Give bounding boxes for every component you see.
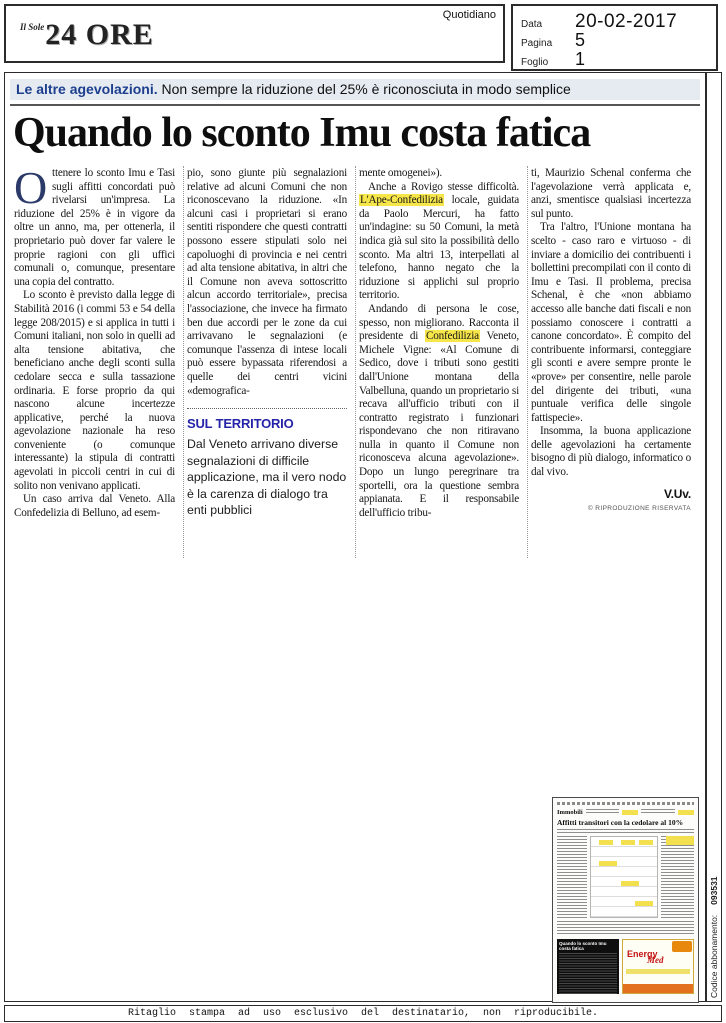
meta-row-sheet: [521, 49, 708, 68]
thumb-current-article-negative: [557, 939, 619, 994]
kicker-text: Non sempre la riduzione del 25% è riconosciuta in modo semplice: [157, 81, 571, 97]
highlighted-term: Confedilizia: [425, 330, 479, 343]
subscription-code: [709, 876, 719, 998]
subscription-code-label: Codice abbonamento:: [709, 914, 719, 998]
territory-callout-box: [187, 408, 347, 519]
thumb-main-area: [557, 836, 694, 918]
article-column-3: [355, 166, 527, 558]
paragraph: Tra l'altro, l'Unione montana ha scelto - caso raro e virtuoso - di inviare a domicilio dei contribuenti i bollettini precompilati con il conto di Imu e Tasi. Il problema, precisa Schenal, è che «non abbiamo accesso alle banche dati fiscali e non possiamo conoscere i contratti a canone concordato». È compito del contribuente informarsi, conteggiare gli sconti e avere sempre pronte le «prove» per consentire, nelle parole del dirigente dei tributi, «una puntuale verifica delle singole fattispecie».: [531, 221, 691, 424]
drop-cap: O: [14, 166, 48, 213]
thumb-table-highlight: [599, 861, 617, 866]
paragraph-text: Veneto, Michele Vigne: «Al Comune di Sedico, dove i tributi sono gestiti dall'Unione montana della Valbelluna, quando un proprietario si recava all'ufficio tributi con il contratto registrato i funzionari rispondevano che non ritiravano nulla in quanto il Comune non riconosceva alcuna agevolazione». Dopo un lungo peregrinare tra sportelli, ora la questione sembra appianata. E il responsabile dell'ufficio tribu-: [359, 330, 519, 519]
paragraph-text: locale, guidata da Paolo Mercuri, ha fatto un'indagine: su 50 Comuni, la metà indica già sul sito la possibilità dello sconto. Ma altri 13, interpellati al telefono, hanno negato che la riduzione si applichi sul proprio territorio.: [359, 194, 519, 302]
paragraph: pio, sono giunte più segnalazioni relative ad alcuni Comuni che non riconoscevano la riduzione. «In alcuni casi i proprietari si erano sentiti rispondere che questi contratti possono essere stipulati solo nei capoluoghi di provincia e nei centri ad alta tensione abitativa, in altri che il Comune non aveva sottoscritto alcun accordo territoriale», precisa l'associazione, che invece ha firmato ben due accordi per le zone da cui arrivavano le segnalazioni (e comunque l'assenza di intese locali può essere bypassata riferendosi a quelle dei centri vicini «demografica-: [187, 167, 347, 397]
thumb-highlight-chip: [678, 810, 694, 815]
sheet-value: 1: [575, 49, 586, 69]
thumb-right-column: [661, 836, 694, 918]
territory-title: SUL TERRITORIO: [187, 416, 294, 432]
sheet-label: Foglio: [521, 57, 549, 68]
thumb-table-highlight: [621, 840, 635, 845]
article-column-4: [527, 166, 699, 558]
paragraph: Lo sconto è previsto dalla legge di Stabilità 2016 (i commi 53 e 54 della legge 208/2015) e si applica in tutti i Comuni italiani, non solo in quelli ad alta tensione abitativa, che beneficiano anche degli sconti sulla cedolare secca e sulla tassazione ordinaria. E forse proprio da qui nascono alcune incertezze applicative, perché la nuova agevolazione nazionale ha reso conveniente (o comunque interessante) la stipula di contratti agevolati in piccoli centri in cui di solito non venivano applicati.: [14, 289, 175, 492]
subscription-code-strip: [706, 72, 722, 1002]
page-value: 5: [575, 30, 586, 50]
paragraph: Un caso arriva dal Veneto. Alla Confedelizia di Belluno, ad esem-: [14, 493, 175, 519]
article-column-1: [11, 166, 183, 558]
paragraph-text: ttenere lo sconto Imu e Tasi sugli affitti concordati può rivelarsi un'impresa. La riduzione del 25% è in vigore da oltre un anno, ma, per ottenerla, il proprietario può dover far valere le proprie ragioni con gli uffici comunali o, comunque, presentare una copia del contratto.: [14, 167, 175, 288]
paragraph: ti, Maurizio Schenal conferma che l'agevolazione verrà applicata e, anzi, smentisce qualsiasi incertezza sul punto.: [531, 167, 691, 220]
thumb-table-highlight: [599, 840, 613, 845]
page-thumbnail: [552, 797, 699, 1003]
copyright-notice: © RIPRODUZIONE RISERVATA: [587, 504, 691, 512]
thumb-current-article-title: Quando lo sconto Imu costa fatica: [559, 941, 607, 951]
thumb-advert-brand-2: Med: [647, 955, 664, 965]
meta-row-date: [521, 11, 708, 30]
thumb-table: [590, 836, 658, 918]
territory-body: Dal Veneto arrivano diverse segnalazioni di difficile applicazione, ma il vero nodo è la carenza di dialogo tra enti pubblici: [187, 437, 347, 518]
kicker-label: Le altre agevolazioni.: [16, 81, 158, 97]
paragraph: mente omogenei»).: [359, 167, 442, 179]
thumb-bottom-row: [557, 939, 694, 994]
thumb-table-highlight: [639, 840, 653, 845]
paragraph-text: Andando di persona le cose, spesso, non migliorano. Racconta il presidente di: [359, 302, 519, 343]
paragraph: Insomma, la buona applicazione delle agevolazioni ha certamente bisogno di più dialogo, informatico o dal vivo.: [531, 425, 691, 479]
thumb-highlight-chip: [666, 836, 694, 845]
clipping-disclaimer: Ritaglio stampa ad uso esclusivo del destinatario, non riproducibile.: [4, 1005, 722, 1022]
thumb-advert-badge: [672, 941, 692, 952]
paragraph: [359, 181, 519, 303]
thumb-table-highlight: [635, 901, 653, 906]
thumb-headline: Affitti transitori con la cedolare al 10%: [557, 819, 684, 827]
thumb-text-band: [557, 921, 694, 936]
thumb-highlight-chip: [622, 810, 638, 815]
thumb-header-line: [557, 802, 694, 805]
date-value: 20-02-2017: [575, 11, 678, 32]
thumb-table-highlight: [621, 881, 639, 886]
thumb-deck-line: [557, 829, 694, 833]
subscription-code-value: 093531: [709, 876, 719, 905]
headline-rule: [10, 104, 700, 106]
thumb-section-row: [557, 808, 694, 816]
paragraph-text: Anche a Rovigo stesse difficoltà.: [368, 180, 519, 193]
clipping-meta-box: [511, 4, 718, 71]
article-headline: Quando lo sconto Imu costa fatica: [13, 110, 591, 156]
newspaper-logo-big: 24 ORE: [45, 18, 154, 51]
article-columns: [11, 166, 699, 558]
masthead-box: [4, 4, 505, 63]
thumb-advert-bar: [626, 969, 690, 974]
thumb-pseudo-text: [586, 809, 620, 815]
thumb-pseudo-text: [641, 809, 675, 815]
date-label: Data: [521, 19, 543, 30]
thumb-left-column: [557, 836, 587, 918]
paragraph: [359, 303, 519, 521]
publication-type-label: Quotidiano: [442, 9, 496, 21]
paragraph: [14, 167, 175, 289]
newspaper-logo: [20, 20, 154, 50]
page-label: Pagina: [521, 38, 553, 49]
author-signature: V.Uv.: [663, 486, 691, 501]
thumb-advert: [622, 939, 694, 994]
article-column-2: [183, 166, 355, 558]
thumb-advert-strip: [623, 984, 693, 993]
thumb-article-noise: [559, 953, 617, 994]
newspaper-logo-small: Il Sole: [20, 22, 45, 32]
kicker: [10, 79, 700, 100]
thumb-section-title: Immobili: [557, 808, 583, 816]
highlighted-term: L'Ape-Confedilizia: [360, 194, 443, 207]
thumb-advert-brand-1: Energy: [627, 949, 658, 959]
